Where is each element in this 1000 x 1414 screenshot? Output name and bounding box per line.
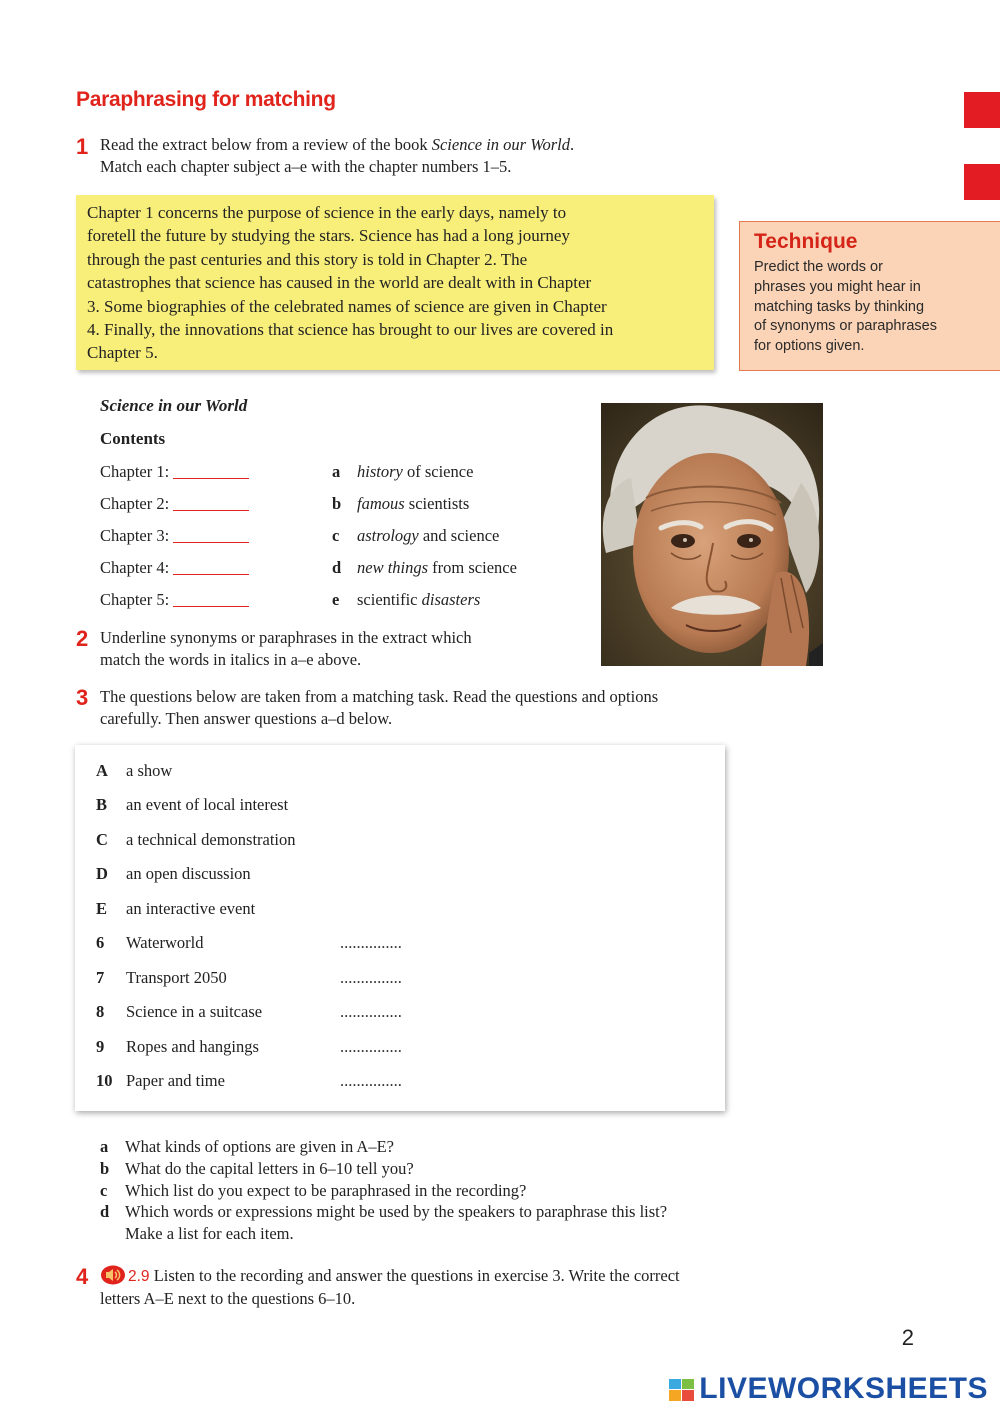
chapter-label: Chapter 2: bbox=[100, 494, 170, 513]
contents-heading: Contents bbox=[100, 429, 166, 448]
option-text: an interactive event bbox=[126, 899, 256, 918]
technique-line: phrases you might hear in bbox=[754, 278, 921, 295]
subject-letter: b bbox=[332, 494, 342, 513]
side-tab-bottom bbox=[964, 164, 1000, 200]
side-tab-top bbox=[964, 92, 1000, 128]
subject-letter: a bbox=[332, 462, 341, 481]
option-row bbox=[96, 899, 255, 919]
subject-rest: scientists bbox=[404, 494, 470, 513]
question-key: 9 bbox=[96, 1037, 105, 1056]
chapter-row bbox=[100, 462, 249, 486]
chapter-1-answer-blank[interactable] bbox=[173, 464, 249, 479]
sub-question-key: d bbox=[100, 1202, 110, 1221]
chapter-label: Chapter 3: bbox=[100, 526, 170, 545]
sub-question-key: c bbox=[100, 1181, 108, 1200]
question-row bbox=[96, 933, 402, 953]
chapter-label: Chapter 1: bbox=[100, 462, 170, 481]
page-number: 2 bbox=[901, 1325, 914, 1350]
option-text: a technical demonstration bbox=[126, 830, 296, 849]
question-text: Transport 2050 bbox=[126, 968, 227, 987]
subject-option bbox=[332, 558, 517, 578]
option-row bbox=[96, 761, 172, 781]
question-6-answer-blank[interactable]: ............... bbox=[340, 933, 402, 952]
question-text: Waterworld bbox=[126, 933, 204, 952]
subject-letter: c bbox=[332, 526, 340, 545]
subject-letter: e bbox=[332, 590, 340, 609]
exercise-1-book-title: Science in our World bbox=[431, 135, 570, 154]
subject-rest: scientific bbox=[357, 590, 422, 609]
option-key: D bbox=[96, 864, 108, 883]
question-row bbox=[96, 1037, 402, 1057]
sub-question-text: Make a list for each item. bbox=[125, 1224, 294, 1243]
chapter-row bbox=[100, 526, 249, 550]
question-text: Paper and time bbox=[126, 1071, 225, 1090]
question-key: 10 bbox=[96, 1071, 113, 1090]
subject-letter: d bbox=[332, 558, 342, 577]
sub-question-text: Which words or expressions might be used by the speakers to paraphrase this list? bbox=[125, 1202, 668, 1221]
chapter-row bbox=[100, 590, 249, 614]
question-key: 6 bbox=[96, 933, 105, 952]
question-10-answer-blank[interactable]: ............... bbox=[340, 1071, 402, 1090]
option-row bbox=[96, 864, 251, 884]
extract-line: 3. Some biographies of the celebrated names of science are given in Chapter bbox=[87, 296, 607, 316]
audio-track-number: 2.9 bbox=[128, 1268, 150, 1285]
exercise-4-number: 4 bbox=[76, 1264, 89, 1289]
question-text: Ropes and hangings bbox=[126, 1037, 259, 1056]
subject-italic: famous bbox=[357, 494, 405, 513]
exercise-1-number: 1 bbox=[76, 134, 89, 159]
technique-box bbox=[739, 221, 1000, 371]
exercise-4-instructions bbox=[100, 1265, 680, 1310]
sub-question-row bbox=[100, 1201, 667, 1222]
scientist-portrait-photo bbox=[601, 403, 823, 666]
question-row bbox=[96, 968, 402, 988]
sub-question-row bbox=[100, 1180, 526, 1201]
extract-line: foretell the future by studying the stars. Science has had a long journey bbox=[87, 226, 570, 246]
technique-line: for options given. bbox=[754, 338, 865, 355]
subject-option bbox=[332, 526, 499, 546]
technique-heading: Technique bbox=[754, 230, 858, 253]
exercise-2-number: 2 bbox=[76, 626, 89, 651]
exercise-3-instructions bbox=[100, 686, 658, 730]
book-title: Science in our World bbox=[100, 396, 248, 415]
subject-rest: from science bbox=[428, 558, 517, 577]
question-row bbox=[96, 1002, 402, 1022]
option-text: an open discussion bbox=[126, 864, 251, 883]
technique-line: Predict the words or bbox=[754, 259, 883, 275]
chapter-label: Chapter 4: bbox=[100, 558, 170, 577]
subject-option bbox=[332, 494, 469, 514]
subject-option bbox=[332, 590, 480, 610]
sub-question-text: Which list do you expect to be paraphrased in the recording? bbox=[125, 1181, 527, 1200]
chapter-4-answer-blank[interactable] bbox=[173, 560, 249, 575]
subject-italic: disasters bbox=[421, 590, 481, 609]
extract-line: 4. Finally, the innovations that science has brought to our lives are covered in bbox=[87, 320, 614, 340]
extract-line: through the past centuries and this story is told in Chapter 2. The bbox=[87, 249, 528, 269]
sub-question-key: b bbox=[100, 1159, 110, 1178]
question-key: 7 bbox=[96, 968, 105, 987]
exercise-3-line1: The questions below are taken from a matching task. Read the questions and options bbox=[100, 687, 659, 706]
liveworksheets-logo bbox=[669, 1372, 988, 1406]
exercise-1-text-a: Read the extract below from a review of the book bbox=[100, 135, 432, 154]
chapter-3-answer-blank[interactable] bbox=[173, 528, 249, 543]
exercise-2-instructions bbox=[100, 627, 472, 671]
question-key: 8 bbox=[96, 1002, 105, 1021]
question-text: Science in a suitcase bbox=[126, 1002, 263, 1021]
option-key: E bbox=[96, 899, 108, 918]
subject-rest: of science bbox=[402, 462, 474, 481]
technique-line: of synonyms or paraphrases bbox=[754, 318, 937, 335]
subject-italic: new things bbox=[357, 558, 429, 577]
chapter-5-answer-blank[interactable] bbox=[173, 592, 249, 607]
liveworksheets-brand-text: LIVEWORKSHEETS bbox=[699, 1372, 988, 1405]
exercise-4-line2: letters A–E next to the questions 6–10. bbox=[100, 1289, 356, 1308]
option-key: B bbox=[96, 795, 108, 814]
question-8-answer-blank[interactable]: ............... bbox=[340, 1002, 402, 1021]
sub-question-key: a bbox=[100, 1137, 109, 1156]
chapter-2-answer-blank[interactable] bbox=[173, 496, 249, 511]
extract-line: Chapter 5. bbox=[87, 343, 158, 363]
sub-question-row bbox=[100, 1136, 394, 1157]
subject-option bbox=[332, 462, 473, 482]
question-9-answer-blank[interactable]: ............... bbox=[340, 1037, 402, 1056]
exercise-2-line2: match the words in italics in a–e above. bbox=[100, 650, 362, 669]
sub-question-text: What do the capital letters in 6–10 tell you? bbox=[125, 1159, 414, 1178]
exercise-1-text-c: . bbox=[569, 135, 575, 154]
option-row bbox=[96, 795, 288, 815]
audio-speaker-icon[interactable] bbox=[100, 1265, 126, 1285]
extract-line: catastrophes that science has caused in the world are dealt with in Chapter bbox=[87, 273, 592, 293]
question-row bbox=[96, 1071, 402, 1091]
subject-italic: history bbox=[357, 462, 403, 481]
page-title: Paraphrasing for matching bbox=[76, 88, 336, 111]
subject-italic: astrology bbox=[357, 526, 419, 545]
review-extract bbox=[76, 195, 714, 370]
option-text: an event of local interest bbox=[126, 795, 289, 814]
option-key: A bbox=[96, 761, 108, 780]
question-7-answer-blank[interactable]: ............... bbox=[340, 968, 402, 987]
option-text: a show bbox=[126, 761, 173, 780]
chapter-row bbox=[100, 558, 249, 582]
exercise-3-line2: carefully. Then answer questions a–d below. bbox=[100, 709, 393, 728]
liveworksheets-logo-icon bbox=[669, 1379, 695, 1401]
technique-line: matching tasks by thinking bbox=[754, 298, 925, 315]
exercise-4-line1: Listen to the recording and answer the questions in exercise 3. Write the correct bbox=[149, 1266, 680, 1285]
sub-question-row bbox=[100, 1158, 414, 1179]
chapter-label: Chapter 5: bbox=[100, 590, 170, 609]
exercise-3-number: 3 bbox=[76, 685, 89, 710]
chapter-row bbox=[100, 494, 249, 518]
sub-question-text: What kinds of options are given in A–E? bbox=[125, 1137, 394, 1156]
option-key: C bbox=[96, 830, 108, 849]
exercise-1-text-line2: Match each chapter subject a–e with the chapter numbers 1–5. bbox=[100, 157, 512, 176]
subject-rest: and science bbox=[418, 526, 500, 545]
sub-question-continuation bbox=[125, 1223, 294, 1244]
option-row bbox=[96, 830, 296, 850]
extract-line: Chapter 1 concerns the purpose of science in the early days, namely to bbox=[87, 203, 567, 222]
exercise-2-line1: Underline synonyms or paraphrases in the extract which bbox=[100, 628, 472, 647]
exercise-1-instructions bbox=[100, 134, 574, 178]
